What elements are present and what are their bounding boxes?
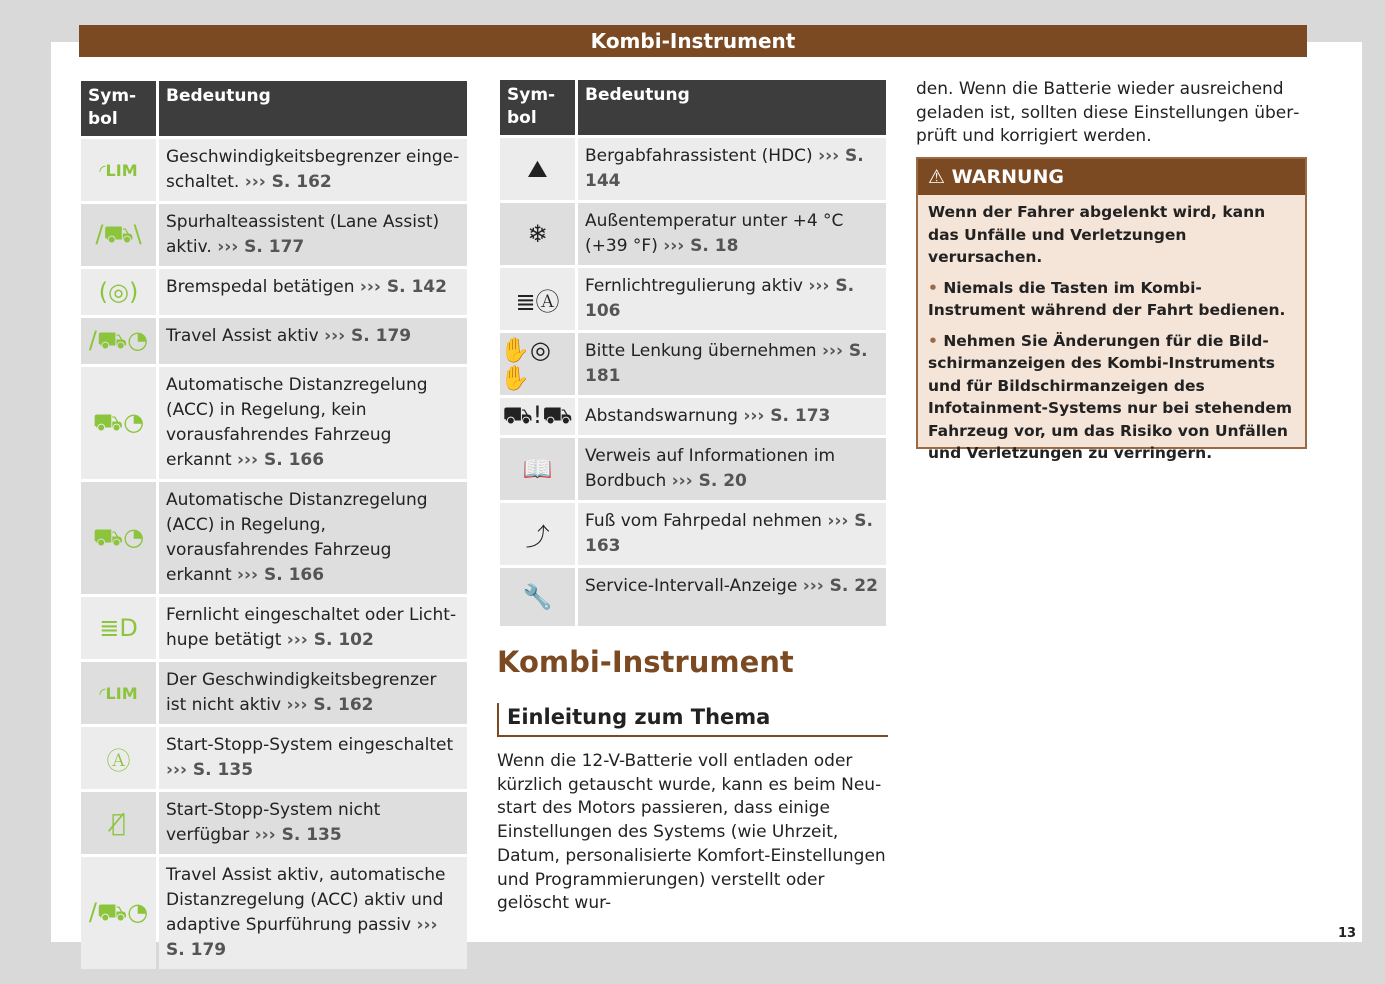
intro-paragraph: Wenn die 12-V-Batterie voll entladen oder kürzlich getauscht wurde, kann es beim Neustart des Motors passieren, dass einige Einstellungen des Systems (wie Uhrzeit, Datum, personalisierte Komfort-Einstellungen und Programmierungen) verstellt oder gelöscht wur- xyxy=(497,751,886,914)
table-row xyxy=(81,792,467,854)
page-reference-link[interactable]: ››› S. 177 xyxy=(217,237,305,257)
row-text: Start-Stopp-System eingeschaltet xyxy=(166,735,454,755)
warning-triangle-icon: ⚠ xyxy=(928,166,946,188)
table-row xyxy=(500,203,886,265)
page-reference-link[interactable]: ››› S. 162 xyxy=(286,695,374,715)
section-subtitle: Einleitung zum Thema xyxy=(497,703,888,737)
row-text: Spurhalteassistent (Lane Assist) aktiv. xyxy=(166,212,440,257)
row-text: Fernlicht eingeschaltet oder Lichthupe betätigt xyxy=(166,605,457,650)
steering-wheel-hands-icon: ✋◎✋ xyxy=(500,333,575,395)
warning-intro: Wenn der Fahrer abgelenkt wird, kann das Unfälle und Verletzungen verursachen. xyxy=(928,203,1266,266)
left-symbol-table xyxy=(81,81,467,972)
page-reference-link[interactable]: ››› S. 22 xyxy=(802,576,878,596)
row-text: Bergabfahrassistent (HDC) xyxy=(585,146,813,166)
row-text: Automatische Distanzregelung (ACC) in Regelung, kein vorausfahrendes Fahrzeug erkannt xyxy=(166,375,428,470)
row-text: Geschwindigkeitsbegrenzer eingeschaltet. xyxy=(166,147,460,192)
start-stop-unavailable-icon: Ⓐ̸ xyxy=(81,792,156,854)
page-reference-link[interactable]: ››› S. 18 xyxy=(663,236,739,256)
col-meaning: Bedeutung xyxy=(578,80,886,135)
row-text: Der Geschwindigkeitsbegrenzer ist nicht aktiv xyxy=(166,670,437,715)
warning-title: WARNUNG xyxy=(951,166,1064,188)
snowflake-icon: ❄ xyxy=(500,203,575,265)
speed-limiter-inactive-icon: ◜LIM xyxy=(81,662,156,724)
page-reference-link[interactable]: ››› S. 135 xyxy=(166,760,254,780)
start-stop-icon: Ⓐ xyxy=(81,727,156,789)
warning-box xyxy=(916,157,1307,462)
table-row xyxy=(500,568,886,626)
row-text: Verweis auf Informationen im Bordbuch xyxy=(585,446,836,491)
speed-limiter-lim-icon: ◜LIM xyxy=(81,139,156,201)
manual-book-icon: 📖 xyxy=(500,438,575,500)
page-reference-link[interactable]: ››› S. 20 xyxy=(671,471,747,491)
table-row xyxy=(500,268,886,330)
page-number: 13 xyxy=(1338,926,1357,941)
warning-bullet: Niemals die Tasten im Kombi-Instrument während der Fahrt bedienen. xyxy=(928,278,1286,319)
row-text: Abstandswarnung xyxy=(585,406,738,426)
wrench-icon: 🔧 xyxy=(500,568,575,626)
page-reference-link[interactable]: ››› S. 166 xyxy=(237,565,325,585)
table-row xyxy=(81,367,467,479)
col-symbol: Sym- bol xyxy=(81,81,156,136)
table-row xyxy=(81,318,467,364)
row-text: Travel Assist aktiv xyxy=(166,326,319,346)
high-beam-icon: ≣D xyxy=(81,597,156,659)
table-row xyxy=(81,482,467,594)
bullet-icon: • xyxy=(928,331,944,350)
table-row xyxy=(81,727,467,789)
table-row xyxy=(81,597,467,659)
hill-descent-icon: ⛰ xyxy=(500,138,575,200)
table-row xyxy=(81,857,467,969)
row-text: Fernlichtregulierung aktiv xyxy=(585,276,803,296)
table-row xyxy=(81,269,467,315)
row-text: Fuß vom Fahrpedal nehmen xyxy=(585,511,822,531)
bullet-icon: • xyxy=(928,278,944,297)
row-text: Service-Intervall-Anzeige xyxy=(585,576,798,596)
table-row xyxy=(500,503,886,565)
row-text: Außentemperatur unter +4 °C (+39 °F) xyxy=(585,211,844,256)
page-reference-link[interactable]: ››› S. 135 xyxy=(254,825,342,845)
row-text: Travel Assist aktiv, automatische Distanzregelung (ACC) aktiv und adaptive Spurführung passiv xyxy=(166,865,446,935)
travel-assist-passive-icon: /⛟◔ xyxy=(81,857,156,969)
row-text: Automatische Distanzregelung (ACC) in Regelung, vorausfahrendes Fahrzeug erkannt xyxy=(166,490,428,585)
table-row xyxy=(81,204,467,266)
page-reference-link[interactable]: ››› S. 166 xyxy=(237,450,325,470)
table-row xyxy=(81,662,467,724)
page-reference-link[interactable]: ››› S. 144 xyxy=(585,146,864,191)
page-reference-link[interactable]: ››› S. 102 xyxy=(286,630,374,650)
page-reference-link[interactable]: ››› S. 162 xyxy=(244,172,332,192)
page-reference-link[interactable]: ››› S. 179 xyxy=(324,326,412,346)
foot-off-pedal-icon: ⤴ xyxy=(500,503,575,565)
section-title: Kombi-Instrument xyxy=(497,645,794,679)
table-row xyxy=(500,333,886,395)
table-row xyxy=(500,138,886,200)
col-meaning: Bedeutung xyxy=(159,81,467,136)
lane-assist-icon: /⛟\ xyxy=(81,204,156,266)
table-row xyxy=(81,139,467,201)
brake-pedal-icon: (◎) xyxy=(81,269,156,315)
travel-assist-icon: /⛟◔ xyxy=(81,318,156,364)
middle-symbol-table xyxy=(500,80,886,629)
acc-no-vehicle-icon: ⛟◔ xyxy=(81,367,156,479)
section-header-bar: Kombi-Instrument xyxy=(79,25,1307,57)
row-text: Start-Stopp-System nicht verfügbar xyxy=(166,800,381,845)
row-text: Bremspedal betätigen xyxy=(166,277,355,297)
page-reference-link[interactable]: ››› S. 173 xyxy=(743,406,831,426)
warning-bullet: Nehmen Sie Änderungen für die Bildschirmanzeigen des Kombi-Instruments und für Bildschirmanzeigen des Infotainment-Systems nur bei stehendem Fahrzeug vor, um das Risiko von Unfällen und Verletzungen zu verringern. xyxy=(928,331,1293,462)
distance-warning-icon: ⛟!⛟ xyxy=(500,398,575,435)
page-reference-link[interactable]: ››› S. 163 xyxy=(585,511,873,556)
page-reference-link[interactable]: ››› S. 179 xyxy=(166,915,438,960)
page-reference-link[interactable]: ››› S. 181 xyxy=(585,341,868,386)
continued-text: den. Wenn die Batterie wieder ausreichend geladen ist, sollten diese Einstellungen überprüft und korrigiert werden. xyxy=(916,79,1300,147)
page-reference-link[interactable]: ››› S. 142 xyxy=(359,277,447,297)
table-row xyxy=(500,398,886,435)
auto-high-beam-icon: ≣Ⓐ xyxy=(500,268,575,330)
page-reference-link[interactable]: ››› S. 106 xyxy=(585,276,855,321)
col-symbol: Sym- bol xyxy=(500,80,575,135)
acc-vehicle-icon: ⛟◔ xyxy=(81,482,156,594)
table-row xyxy=(500,438,886,500)
row-text: Bitte Lenkung übernehmen xyxy=(585,341,817,361)
